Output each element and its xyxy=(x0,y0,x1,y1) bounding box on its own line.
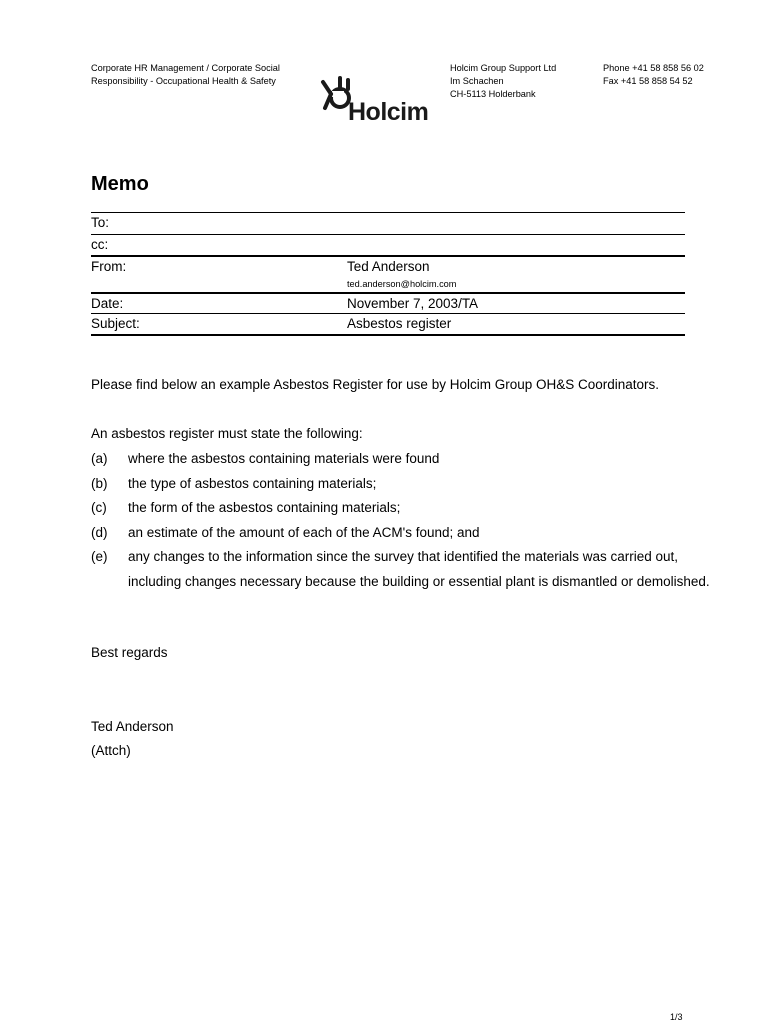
to-label: To: xyxy=(91,215,110,230)
company-name: Holcim Group Support Ltd xyxy=(450,63,557,73)
memo-row-subject xyxy=(91,313,685,336)
department-line-2: Responsibility - Occupational Health & Safety xyxy=(91,76,276,86)
cc-label: cc: xyxy=(91,237,109,252)
contact-block xyxy=(603,62,763,88)
signature-name: Ted Anderson xyxy=(91,719,174,734)
list-item-text: the type of asbestos containing materials; xyxy=(128,475,377,491)
logo-wordmark: Holcim xyxy=(348,98,429,126)
list-marker: (d) xyxy=(91,524,108,540)
list-marker: (e) xyxy=(91,549,108,564)
street-address: Im Schachen xyxy=(450,76,504,86)
closing-text: Best regards xyxy=(91,645,168,660)
subject-value: Asbestos register xyxy=(347,316,452,331)
requirements-list xyxy=(91,447,721,594)
department-block xyxy=(91,62,331,88)
list-item-text: any changes to the information since the survey that identified the materials was carried out, including changes necessary because the building or essential plant is dismantled or demolished. xyxy=(128,549,710,589)
list-marker: (a) xyxy=(91,451,108,466)
attachment-note: (Attch) xyxy=(91,743,131,758)
list-item xyxy=(91,447,721,472)
fax-number: Fax +41 58 858 54 52 xyxy=(603,76,693,86)
memo-title: Memo xyxy=(91,173,149,195)
subject-label: Subject: xyxy=(91,316,140,331)
memo-header-table xyxy=(91,212,685,336)
from-label: From: xyxy=(91,259,127,274)
city-address: CH-5113 Holderbank xyxy=(450,89,536,99)
intro-paragraph: Please find below an example Asbestos Register for use by Holcim Group OH&S Coordinators. xyxy=(91,377,660,392)
list-marker: (c) xyxy=(91,500,107,515)
list-marker: (b) xyxy=(91,475,108,491)
memo-row-to xyxy=(91,212,685,234)
list-item-text: the form of the asbestos containing materials; xyxy=(128,500,401,515)
date-label: Date: xyxy=(91,296,124,311)
memo-row-cc xyxy=(91,234,685,255)
list-item xyxy=(91,472,721,497)
date-value: November 7, 2003/TA xyxy=(347,296,479,311)
list-item-text: where the asbestos containing materials were found xyxy=(128,451,440,466)
department-line-1: Corporate HR Management / Corporate Social xyxy=(91,63,280,73)
list-item xyxy=(91,496,721,521)
from-email: ted.anderson@holcim.com xyxy=(347,279,457,289)
address-block xyxy=(450,62,600,101)
memo-row-date xyxy=(91,292,685,313)
from-value: Ted Anderson xyxy=(347,259,430,274)
memo-row-from xyxy=(91,255,685,292)
holcim-logo xyxy=(318,74,448,130)
phone-number: Phone +41 58 858 56 02 xyxy=(603,63,704,73)
list-item-text: an estimate of the amount of each of the ACM's found; and xyxy=(128,524,480,540)
list-lead: An asbestos register must state the following: xyxy=(91,426,363,441)
list-item xyxy=(91,545,721,594)
page-number: 1/3 xyxy=(670,1012,683,1022)
list-item xyxy=(91,521,721,546)
